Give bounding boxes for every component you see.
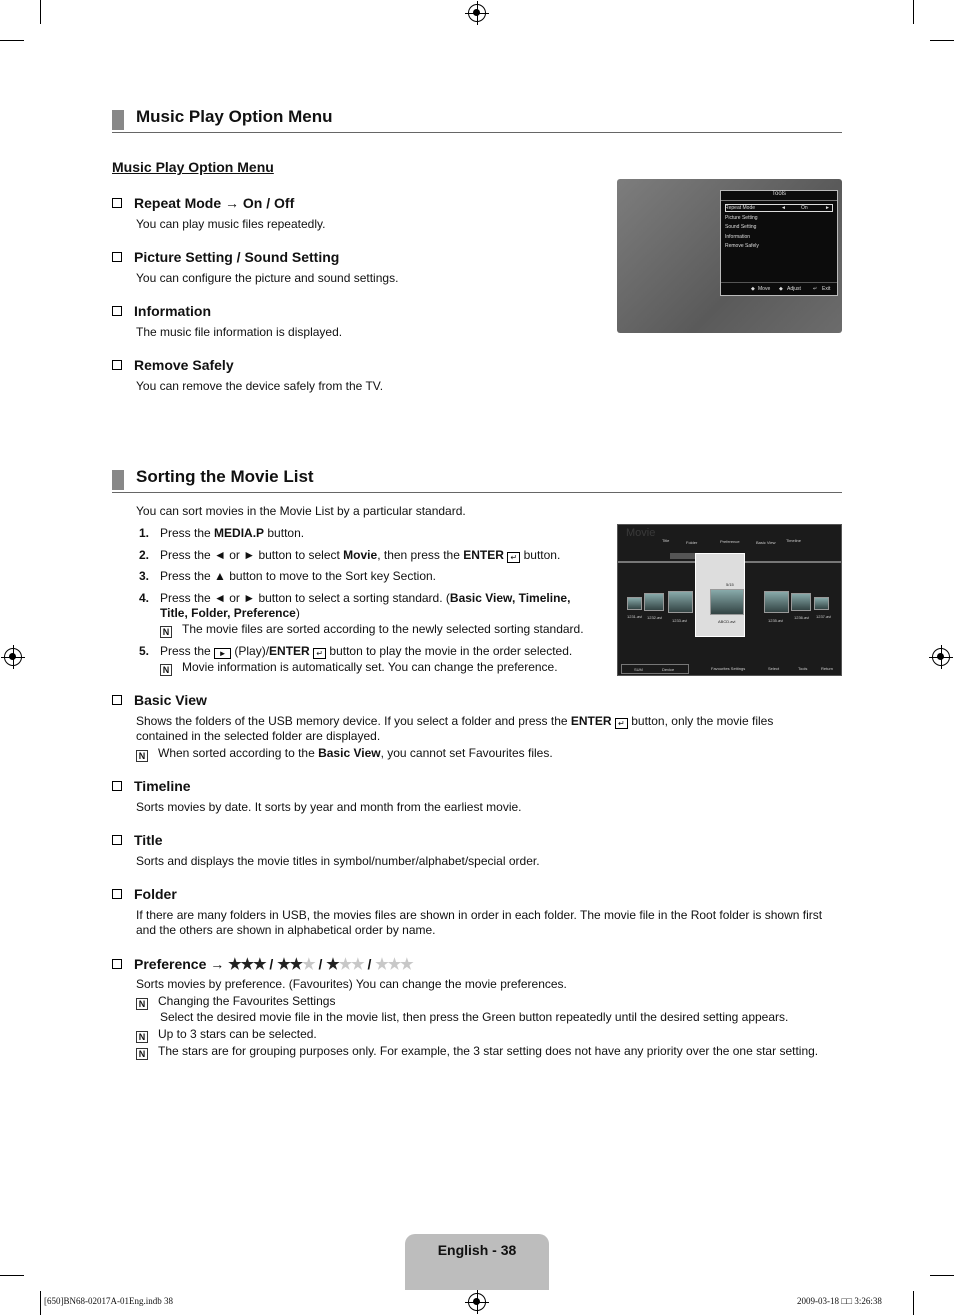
step-number: 1. <box>139 526 150 540</box>
sort-tab: Folder <box>686 540 698 545</box>
enter-icon: ↵ <box>313 648 326 659</box>
right-arrow-icon: ► <box>825 205 830 211</box>
note-part: When sorted according to the <box>158 746 319 760</box>
star-icon: ★ <box>228 956 241 973</box>
item-heading-picture-setting <box>112 249 339 265</box>
text-part: contained in the selected folder are displayed. <box>136 729 381 743</box>
tools-row: Sound Setting <box>725 224 757 230</box>
item-heading-title <box>112 832 163 848</box>
step-part: Press the ◄ or ► button to select a sorting standard. ( <box>160 591 450 605</box>
note-text: Up to 3 stars can be selected. <box>158 1027 317 1041</box>
item-text: The music file information is displayed. <box>136 325 343 339</box>
checkbox-bullet-icon <box>112 252 122 262</box>
basic-view-text <box>136 714 836 744</box>
preference-text: Sorts movies by preference. (Favourites) You can change the movie preferences. <box>136 977 567 991</box>
item-heading-remove-safely <box>112 357 234 373</box>
step-bold: MEDIA.P <box>214 526 265 540</box>
text-part: Shows the folders of the USB memory device. If you select a folder and press the <box>136 714 571 728</box>
note-icon: N <box>136 750 148 762</box>
exit-icon: ↵ <box>813 286 818 292</box>
checkbox-bullet-icon <box>112 360 122 370</box>
star-separator: / <box>314 956 327 972</box>
step-text <box>160 548 560 563</box>
tools-row: Repeat Mode <box>725 205 756 211</box>
step-note <box>160 622 584 638</box>
star-icon: ★ <box>302 956 315 973</box>
star-rating-group <box>228 956 412 972</box>
step-text <box>160 526 304 541</box>
crop-mark <box>0 1275 24 1276</box>
checkbox-bullet-icon <box>112 835 122 845</box>
tools-row: Remove Safely <box>725 243 759 249</box>
file-name: 1237.avi <box>816 614 832 619</box>
file-name: 1235.avi <box>768 618 784 623</box>
note-icon: N <box>136 1031 148 1043</box>
adjust-icon: ◆ <box>779 286 783 292</box>
section-title-text: Sorting the Movie List <box>136 467 314 486</box>
step-bold: ENTER <box>269 644 310 658</box>
step-bold: Title, Folder, Preference <box>160 606 296 620</box>
heading-text: Folder <box>134 886 177 902</box>
movie-thumbnail[interactable] <box>668 591 693 613</box>
note-part: Changing the Favourites Settings <box>158 994 336 1008</box>
movie-screen-title: Movie <box>626 527 656 539</box>
tools-footer <box>721 282 837 295</box>
tools-row: Picture Setting <box>725 215 758 221</box>
note-part: , you cannot set Favourites files. <box>380 746 553 760</box>
step-bold: Basic View, Timeline, <box>449 591 571 605</box>
step-part: ) <box>295 606 300 620</box>
crop-mark <box>930 40 954 41</box>
heading-text: Remove Safely <box>134 357 234 373</box>
star-icon: ★ <box>277 956 290 973</box>
print-slug-left: [650]BN68-02017A-01Eng.indb 38 <box>44 1296 173 1306</box>
checkbox-bullet-icon <box>112 306 122 316</box>
movie-thumbnail[interactable] <box>627 597 642 610</box>
preference-note <box>136 994 836 1025</box>
step-part: button to play the movie in the order selected. <box>326 644 573 658</box>
play-icon: ► <box>214 648 231 659</box>
item-heading-preference <box>112 955 413 973</box>
text-bold: ENTER <box>570 714 612 728</box>
crop-mark <box>40 1291 41 1315</box>
text-part: button, only the movie files <box>627 714 774 728</box>
note-icon: N <box>160 626 172 638</box>
footer-label: Exit <box>822 286 831 292</box>
device-label: Device <box>662 667 675 672</box>
tools-row-value: On <box>801 205 808 211</box>
title-bar-icon <box>112 110 124 130</box>
section-title-text: Music Play Option Menu <box>136 107 333 126</box>
checkbox-bullet-icon <box>112 198 122 208</box>
file-counter: 5/15 <box>726 582 734 587</box>
registration-mark-icon <box>468 4 486 22</box>
timeline-text: Sorts movies by date. It sorts by year and month from the earliest movie. <box>136 800 522 814</box>
star-icon: ★ <box>387 956 401 973</box>
step-note <box>160 660 558 676</box>
file-name-selected: ABCD.avi <box>718 619 736 624</box>
step-text <box>160 591 600 621</box>
step-text <box>160 644 572 659</box>
note-icon: N <box>136 1048 148 1060</box>
item-text: You can configure the picture and sound settings. <box>136 271 399 285</box>
item-heading-information <box>112 303 211 319</box>
item-heading-timeline <box>112 778 191 794</box>
registration-mark-icon <box>468 1293 486 1311</box>
tv-screenshot-movie-list <box>617 524 842 676</box>
sort-tab: Preference <box>720 539 740 544</box>
heading-text: Timeline <box>134 778 191 794</box>
heading-text: Preference → <box>134 956 225 972</box>
movie-thumbnail-selected[interactable] <box>710 589 744 615</box>
step-number: 3. <box>139 569 150 583</box>
footer-label: Move <box>758 286 771 292</box>
star-separator: / <box>265 956 278 972</box>
movie-thumbnail[interactable] <box>791 593 811 611</box>
file-name: 1233.avi <box>672 618 688 623</box>
step-part: Press the <box>160 644 215 658</box>
preference-note <box>136 1027 317 1043</box>
checkbox-bullet-icon <box>112 889 122 899</box>
item-heading-basic-view <box>112 692 207 708</box>
preference-note <box>136 1044 818 1060</box>
star-icon: ★ <box>240 956 254 973</box>
checkbox-bullet-icon <box>112 695 122 705</box>
step-part: , then press the <box>377 548 464 562</box>
step-bold: ENTER <box>463 548 504 562</box>
file-name: 1236.avi <box>794 615 810 620</box>
step-number: 5. <box>139 644 150 658</box>
move-icon: ◆ <box>751 286 755 292</box>
star-icon: ★ <box>253 956 266 973</box>
step-number: 2. <box>139 548 150 562</box>
star-icon: ★ <box>338 956 352 973</box>
star-icon: ★ <box>351 956 364 973</box>
folder-text <box>136 908 841 938</box>
guide-label: Tools <box>798 666 808 671</box>
step-bold: Movie <box>343 548 378 562</box>
heading-text: Picture Setting / Sound Setting <box>134 249 340 265</box>
step-part: Press the <box>160 526 215 540</box>
step-part: button. <box>264 526 305 540</box>
subsection-title: Music Play Option Menu <box>112 159 274 175</box>
tools-title: Tools <box>721 191 837 201</box>
step-text: Press the ▲ button to move to the Sort key Section. <box>160 569 437 583</box>
star-icon: ★ <box>400 956 413 973</box>
crop-mark <box>913 0 914 24</box>
crop-mark <box>40 0 41 24</box>
note-icon: N <box>136 998 148 1010</box>
note-bold: Basic View <box>318 746 381 760</box>
title-text: Sorts and displays the movie titles in symbol/number/alphabet/special order. <box>136 854 540 868</box>
note-text: The movie files are sorted according to the newly selected sorting standard. <box>182 622 584 636</box>
movie-thumbnail[interactable] <box>764 591 789 613</box>
registration-mark-icon <box>932 648 950 666</box>
heading-text: Repeat Mode → On / Off <box>134 195 295 211</box>
enter-icon: ↵ <box>507 552 520 563</box>
page-number-tab <box>405 1234 549 1290</box>
star-icon: ★ <box>289 956 303 973</box>
item-text: You can play music files repeatedly. <box>136 217 326 231</box>
note-part: Select the desired movie file in the movie list, then press the Green button repeatedly until the desired setting appears. <box>160 1010 789 1024</box>
star-icon: ★ <box>375 956 388 973</box>
heading-text: Title <box>134 832 163 848</box>
movie-thumbnail[interactable] <box>814 597 829 610</box>
text-part: and the others are shown in alphabetical order by name. <box>136 923 436 937</box>
note-text: The stars are for grouping purposes only. For example, the 3 star setting does not have any priority over the one star setting. <box>158 1044 819 1058</box>
intro-text: You can sort movies in the Movie List by a particular standard. <box>136 504 466 518</box>
crop-mark <box>913 1291 914 1315</box>
item-heading-repeat-mode <box>112 195 294 211</box>
left-arrow-icon: ◄ <box>781 205 786 211</box>
note-icon: N <box>160 664 172 676</box>
crop-mark <box>930 1275 954 1276</box>
step-part: button. <box>520 548 561 562</box>
checkbox-bullet-icon <box>112 959 122 969</box>
sort-tab: Timeline <box>786 538 801 543</box>
movie-thumbnail[interactable] <box>644 593 664 611</box>
section-title-music-play <box>112 107 842 133</box>
step-part: Press the ◄ or ► button to select <box>160 548 344 562</box>
item-heading-folder <box>112 886 177 902</box>
enter-icon: ↵ <box>615 718 628 729</box>
footer-label: Adjust <box>787 286 801 292</box>
title-bar-icon <box>112 470 124 490</box>
text-part: If there are many folders in USB, the movies files are shown in order in each folder. The movie file in the Root folder is shown first <box>136 908 823 922</box>
device-bar <box>621 664 689 674</box>
tools-row: Information <box>725 234 751 240</box>
basic-view-note <box>136 746 553 762</box>
note-text: Movie information is automatically set. You can change the preference. <box>182 660 558 674</box>
usb-label: SUM <box>634 667 643 672</box>
sort-tab: Basic View <box>756 540 776 545</box>
guide-label: Select <box>768 666 780 671</box>
heading-text: Basic View <box>134 692 207 708</box>
item-text: You can remove the device safely from the TV. <box>136 379 384 393</box>
print-slug-right: 2009-03-18 □□ 3:26:38 <box>797 1296 882 1306</box>
sort-tab: Title <box>662 538 670 543</box>
tools-menu <box>720 190 838 296</box>
checkbox-bullet-icon <box>112 781 122 791</box>
page-label: English - 38 <box>437 1242 517 1258</box>
star-separator: / <box>363 956 376 972</box>
file-name: 1231.avi <box>627 614 643 619</box>
heading-text: Information <box>134 303 211 319</box>
registration-mark-icon <box>4 648 22 666</box>
step-number: 4. <box>139 591 150 605</box>
star-icon: ★ <box>326 956 339 973</box>
step-part: (Play)/ <box>234 644 270 658</box>
section-title-sorting <box>112 467 842 493</box>
file-name: 1232.avi <box>647 615 663 620</box>
crop-mark <box>0 40 24 41</box>
guide-label: Return <box>821 666 834 671</box>
guide-label: Favourites Settings <box>711 666 746 671</box>
